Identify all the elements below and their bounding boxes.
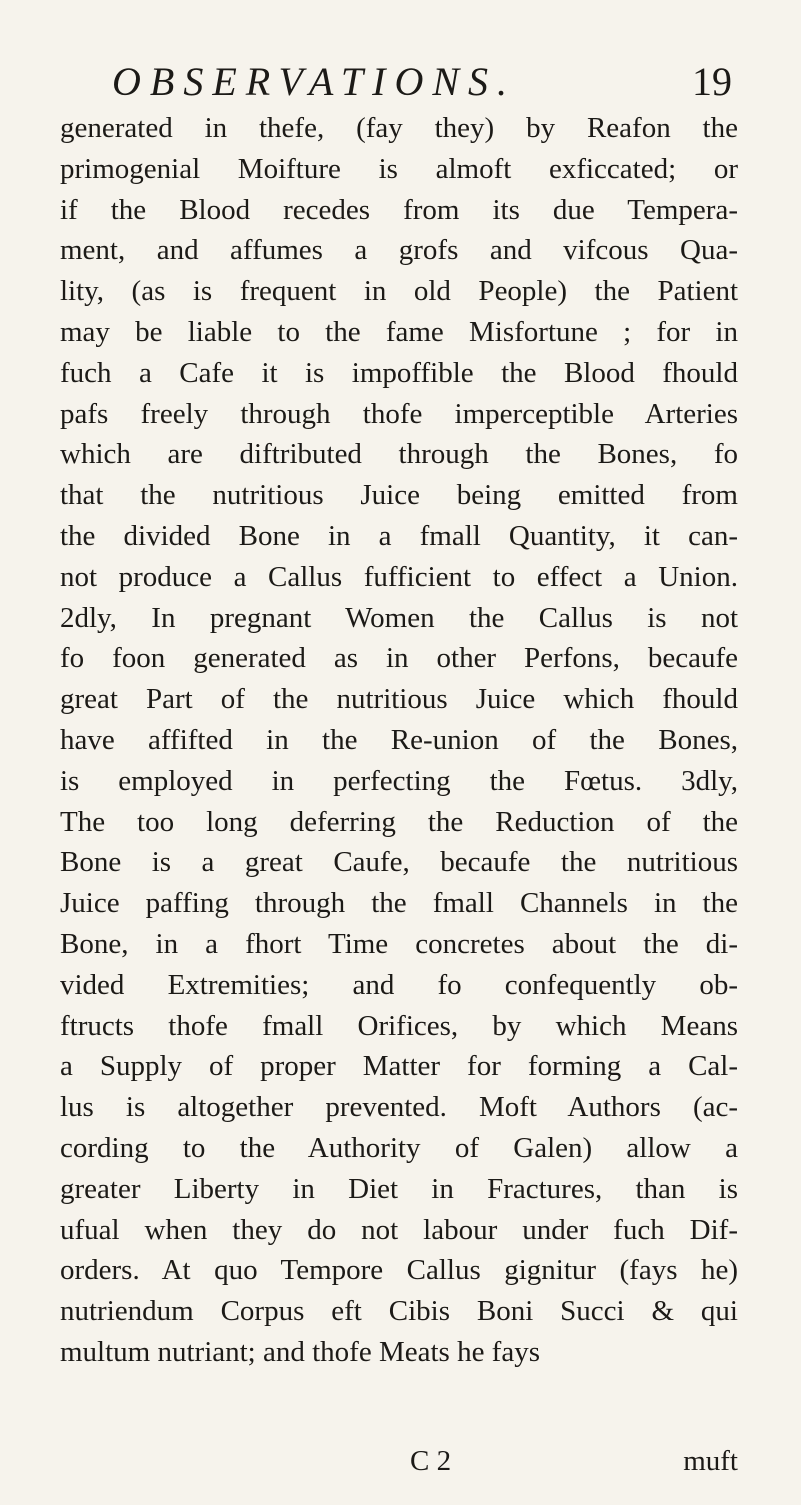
text-line: ufual when they do not labour under fuch Dif- [60, 1213, 738, 1246]
text-line: 2dly, In pregnant Women the Callus is not [60, 601, 738, 634]
text-line: fo foon generated as in other Perfons, becaufe [60, 642, 738, 675]
page-header [112, 52, 732, 112]
text-line: that the nutritious Juice being emitted from [60, 479, 738, 512]
text-line: is employed in perfecting the Fœtus. 3dly, [60, 764, 738, 797]
text-line: ment, and affumes a grofs and vifcous Qua- [60, 234, 738, 267]
text-line: generated in thefe, (fay they) by Reafon the [60, 112, 738, 144]
text-line: a Supply of proper Matter for forming a Cal- [60, 1050, 738, 1083]
running-head: OBSERVATIONS. [112, 59, 517, 104]
catchword: muft [683, 1445, 738, 1477]
text-line: Juice paffing through the fmall Channels in the [60, 887, 738, 920]
text-line: Bone is a great Caufe, becaufe the nutritious [60, 846, 738, 879]
page-number: 19 [692, 59, 732, 104]
text-line: Bone, in a fhort Time concretes about the di- [60, 927, 738, 960]
text-line: great Part of the nutritious Juice which fhould [60, 683, 738, 716]
page-footer [60, 1441, 738, 1482]
text-line: pafs freely through thofe imperceptible Arteries [60, 397, 738, 430]
text-line: if the Blood recedes from its due Tempera- [60, 193, 738, 226]
text-line: ftructs thofe fmall Orifices, by which Means [60, 1009, 738, 1042]
text-line: fuch a Cafe it is impoffible the Blood fhould [60, 356, 738, 389]
text-line: nutriendum Corpus eft Cibis Boni Succi & qui [60, 1295, 738, 1328]
text-line: not produce a Callus fufficient to effect a Union. [60, 560, 738, 593]
signature-mark: C 2 [410, 1445, 452, 1477]
text-line: orders. At quo Tempore Callus gignitur (fays he) [60, 1254, 738, 1287]
text-line: vided Extremities; and fo confequently ob- [60, 968, 738, 1001]
text-line: cording to the Authority of Galen) allow a [60, 1131, 738, 1164]
text-line: primogenial Moifture is almoft exficcated; or [60, 152, 738, 185]
text-line: have affifted in the Re-union of the Bones, [60, 723, 738, 756]
text-line: the divided Bone in a fmall Quantity, it can- [60, 519, 738, 552]
text-line: lity, (as is frequent in old People) the Patient [60, 275, 738, 308]
text-line: may be liable to the fame Misfortune ; for in [60, 315, 738, 348]
text-line: lus is altogether prevented. Moft Authors (ac- [60, 1091, 738, 1124]
text-line: multum nutriant; and thofe Meats he fays [60, 1335, 541, 1368]
text-line: which are diftributed through the Bones, fo [60, 438, 738, 471]
text-line: The too long deferring the Reduction of the [60, 805, 738, 838]
text-line: greater Liberty in Diet in Fractures, than is [60, 1172, 738, 1205]
body-text [60, 108, 738, 1373]
